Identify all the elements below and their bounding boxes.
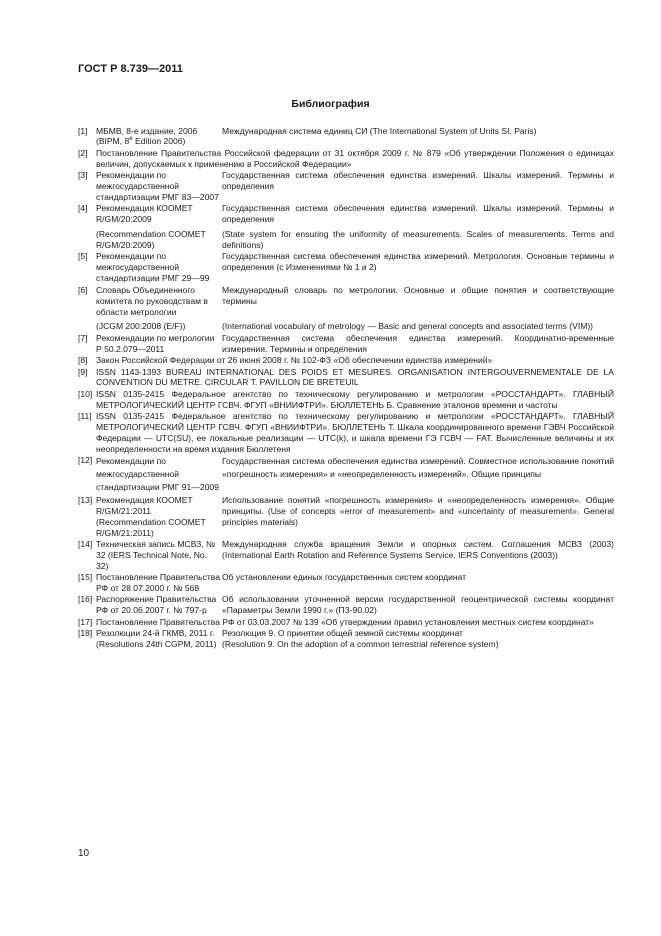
entry-number: [13] bbox=[78, 494, 93, 505]
entry-number: [16] bbox=[78, 594, 93, 605]
entry-number: [6] bbox=[78, 284, 88, 295]
entry-source: (JCGM 200:2008 (E/F)) bbox=[96, 321, 186, 332]
bibliography-entry bbox=[78, 495, 614, 539]
bibliography-entry bbox=[78, 333, 614, 355]
entry-title: Государственная система обеспечения единства измерений. Координатно-временные измерения. Термины и определения bbox=[222, 332, 614, 354]
entry-source: Распоряжение Правительства РФ от 20.06.2007 г. № 797-р bbox=[96, 594, 217, 616]
bibliography-list bbox=[78, 125, 614, 650]
entry-source: Рекомендации по метрологии Р 50.2.079—2011 bbox=[96, 332, 215, 354]
entry-source: Рекомендации по межгосударственной стандартизации РМГ 91—2009 bbox=[96, 456, 219, 493]
entry-title: Использование понятий «погрешность измерения» и «неопределенность измерения». Общие принципы. (Use of concepts «error of measurement» and «uncertainty of measurement». General principles materials) bbox=[222, 494, 614, 527]
entry-source: Рекомендация КООМЕТ R/GM/20:2009 bbox=[96, 203, 193, 225]
bibliography-entry bbox=[78, 411, 614, 455]
entry-title: (Resolution 9. On the adoption of a common terrestrial reference system) bbox=[222, 639, 499, 650]
entry-number: [1] bbox=[78, 125, 88, 136]
bibliography-entry bbox=[78, 203, 614, 251]
bibliography-entry bbox=[78, 355, 614, 366]
entry-source: МБМВ, 8-е издание, 2006 (BIPM, 8e Edition 2006) bbox=[96, 125, 198, 147]
bibliography-entry bbox=[78, 617, 614, 628]
entry-title: Международная служба вращения Земли и опорных систем. Соглашения МСВЗ (2003) (International Earth Rotation and Reference Systems Service. IERS Conventions (2003)) bbox=[222, 538, 614, 560]
entry-source: (Recommendation COOMET R/GM/20:2009) bbox=[96, 229, 206, 251]
bibliography-entry bbox=[78, 367, 614, 389]
entry-number: [7] bbox=[78, 332, 88, 343]
entry-number: [12] bbox=[78, 455, 93, 466]
entry-source: (Resolutions 24th CGPM, 2011) bbox=[96, 639, 217, 650]
entry-number: [14] bbox=[78, 538, 93, 549]
bibliography-entry bbox=[78, 628, 614, 650]
entry-source: Рекомендации по межгосударственной стандартизации РМГ 83—2007 bbox=[96, 170, 219, 202]
entry-source: Рекомендации по межгосударственной стандартизации РМГ 29—99 bbox=[96, 251, 210, 284]
entry-source: Резолюции 24-й ГКМВ, 2011 г. bbox=[96, 628, 215, 639]
bibliography-entry bbox=[78, 539, 614, 572]
entry-number: [11] bbox=[78, 411, 92, 422]
entry-title: Государственная система обеспечения единства измерений. Совместное использование понятий «погрешность измерения» и «неопределенность измерений». Общие принципы bbox=[222, 456, 614, 480]
entry-title: Государственная система обеспечения единства измерений. Шкалы измерений. Термины и определения bbox=[222, 203, 614, 225]
entry-number: [8] bbox=[78, 355, 88, 366]
document-header: ГОСТ Р 8.739—2011 bbox=[78, 63, 183, 75]
bibliography-entry bbox=[78, 126, 614, 148]
entry-title: (International vocabulary of metrology — Basic and general concepts and associated terms (VIM)) bbox=[222, 321, 594, 332]
entry-source: Техническая запись МСВЗ, № 32 (IERS Technical Note, No. 32) bbox=[96, 538, 216, 571]
entry-title: Резолюция 9. О принятии общей земной системы координат bbox=[222, 628, 463, 639]
entry-number: [4] bbox=[78, 203, 88, 214]
bibliography-entry bbox=[78, 572, 614, 594]
entry-title: Международный словарь по метрологии. Основные и общие понятия и соответствующие термины bbox=[222, 284, 614, 306]
page-number: 10 bbox=[78, 848, 90, 859]
entry-title: (State system for ensuring the uniformity of measurements. Scales of measurements. Terms and definitions) bbox=[222, 229, 614, 251]
entry-text: Постановление Правительства Российской федерации от 31 октября 2009 г. № 879 «Об утверждении Положения о единицах величин, допускаемых к применению в Российской Федерации» bbox=[96, 147, 614, 169]
entry-title: Об использовании уточненной версии государственной геоцентрической системы координат «Параметры Земли 1990 г.» (ПЗ-90.02) bbox=[222, 594, 614, 616]
entry-text: Закон Российской Федерации от 26 июня 2008 г. № 102-ФЗ «Об обеспечении единства измерений» bbox=[96, 355, 493, 366]
entry-title: Об установлении единых государственных систем координат bbox=[222, 572, 467, 583]
entry-number: [5] bbox=[78, 251, 88, 262]
entry-number: [18] bbox=[78, 628, 93, 639]
entry-source: Рекомендация КООМЕТ R/GM/21:2011 (Recommendation COOMET R/GM/21:2011) bbox=[96, 494, 206, 538]
entry-text: Постановление Правительства РФ от 03.03.2007 № 139 «Об утверждении правил установления местных систем координат» bbox=[96, 616, 594, 627]
entry-number: [3] bbox=[78, 170, 88, 181]
bibliography-entry bbox=[78, 594, 614, 616]
entry-number: [2] bbox=[78, 147, 88, 158]
entry-source: Постановление Правительства РФ от 28.07.2000 г. № 568 bbox=[96, 572, 221, 594]
page-title: Библиография bbox=[291, 98, 370, 110]
entry-title: Международная система единиц СИ (The International System of Units SI, Paris) bbox=[222, 125, 537, 136]
entry-number: [15] bbox=[78, 572, 93, 583]
entry-text: ISSN 0135-2415 Федеральное агентство по техническому регулированию и метрологии «РОССТАНДАРТ». ГЛАВНЫЙ МЕТРОЛОГИЧЕСКИЙ ЦЕНТР ГСВЧ. ФГУП «ВНИИФТРИ». БЮЛЛЕТЕНЬ Т. Шкала координированного времени ГЭВЧ Российской Федерации — UTC(SU), ее локальные реализации — UTC(k), и шкала времени ГЭ ГСВЧ — FAT. Вычисленные величины и их неопределенности на время издания Бюллетеня bbox=[96, 411, 614, 454]
bibliography-entry bbox=[78, 170, 614, 203]
entry-text: ISSN 0135-2415 Федеральное агентство по техническому регулированию и метрологии «РОССТАНДАРТ». ГЛАВНЫЙ МЕТРОЛОГИЧЕСКИЙ ЦЕНТР ГСВЧ. ФГУП «ВНИИФТРИ». БЮЛЛЕТЕНЬ Б. Сравнение эталонов времени и частоты bbox=[96, 388, 614, 410]
entry-source: Словарь Объединенного комитета по руководствам в области метрологии bbox=[96, 284, 208, 317]
entry-number: [10] bbox=[78, 388, 93, 399]
entry-number: [17] bbox=[78, 616, 93, 627]
entry-title: Государственная система обеспечения единства измерений. Метрология. Основные термины и определения (с Изменениями № 1 и 2) bbox=[222, 251, 614, 273]
entry-number: [9] bbox=[78, 366, 88, 377]
bibliography-entry bbox=[78, 455, 614, 494]
bibliography-entry bbox=[78, 148, 614, 170]
bibliography-entry bbox=[78, 389, 614, 411]
bibliography-entry bbox=[78, 285, 614, 333]
entry-title: Государственная система обеспечения единства измерений. Шкалы измерений. Термины и определения bbox=[222, 170, 614, 192]
entry-text: ISSN 1143-1393 BUREAU INTERNATIONAL DES POIDS ET MESURES. ORGANISATION INTERGOUVERNEMENTALE DE LA CONVENTION DU METRE. CIRCULAR T. PAVILLON DE BRETEUIL bbox=[96, 366, 614, 388]
bibliography-entry bbox=[78, 251, 614, 284]
